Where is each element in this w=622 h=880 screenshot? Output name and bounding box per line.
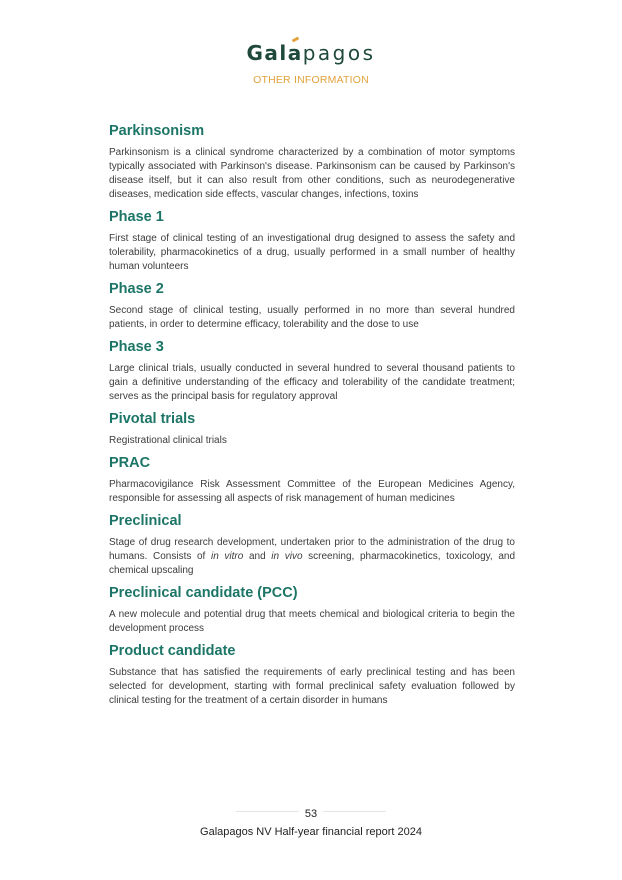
galapagos-logo <box>0 40 622 66</box>
logo-text-bold: Gala <box>246 41 303 65</box>
term-definition: Substance that has satisfied the requirements of early preclinical testing and has been selected for development, starting with formal preclinical safety evaluation followed by clinical testing for the treatment of a certain disorder in humans <box>109 667 515 706</box>
report-title: Galapagos NV Half-year financial report 2024 <box>200 826 422 838</box>
term-definition: Pharmacovigilance Risk Assessment Committee of the European Medicines Agency, responsible for assessing all aspects of risk management of human medicines <box>109 479 515 504</box>
page-header <box>0 40 622 86</box>
term-definition <box>109 536 515 578</box>
term-definition: Registrational clinical trials <box>109 435 227 446</box>
term-definition: Parkinsonism is a clinical syndrome characterized by a combination of motor symptoms typically associated with Parkinson's disease. Parkinsonism can be caused by Parkinson's disease itself, but it can also result from other conditions, such as neurodegenerative diseases, medication side effects, vascular changes, infections, toxins <box>109 147 515 200</box>
term-definition: First stage of clinical testing of an investigational drug designed to assess the safety and tolerability, pharmacokinetics of a drug, usually performed in a small number of healthy human volunteers <box>109 233 515 272</box>
term-heading: PRAC <box>109 455 151 471</box>
term-heading: Phase 3 <box>109 339 164 355</box>
term-definition: Large clinical trials, usually conducted in several hundred to several thousand patients to gain a definitive understanding of the efficacy and tolerability of the candidate treatment; serves as the principal basis for regulatory approval <box>109 363 515 402</box>
section-label: OTHER INFORMATION <box>253 74 369 86</box>
glossary-entry-parkinsonism <box>109 122 515 202</box>
glossary-entry-pcc <box>109 584 515 636</box>
term-heading: Phase 2 <box>109 281 164 297</box>
term-heading: Parkinsonism <box>109 123 205 139</box>
term-heading: Preclinical candidate (PCC) <box>109 585 298 601</box>
definition-text: Stage of drug research development, undertaken prior to the administration of the drug to humans. Consists of <box>109 537 515 562</box>
term-heading: Preclinical <box>109 513 182 529</box>
glossary-entry-pivotal-trials <box>109 410 515 448</box>
glossary-entry-phase-2 <box>109 280 515 332</box>
glossary-entry-phase-3 <box>109 338 515 404</box>
page-number: 53 <box>299 808 323 820</box>
definition-italic-in-vitro: in vitro <box>210 551 244 562</box>
term-heading: Product candidate <box>109 643 236 659</box>
page-footer <box>0 804 622 838</box>
glossary-list <box>109 122 515 714</box>
term-definition: A new molecule and potential drug that meets chemical and biological criteria to begin the development process <box>109 609 515 634</box>
definition-text: screening, pharmacokinetics, toxicology, and chemical upscaling <box>109 551 516 576</box>
logo-text-light: pagos <box>302 41 376 65</box>
glossary-entry-preclinical <box>109 512 515 578</box>
glossary-entry-phase-1 <box>109 208 515 274</box>
glossary-entry-prac <box>109 454 515 506</box>
glossary-entry-product-candidate <box>109 642 515 708</box>
term-heading: Phase 1 <box>109 209 164 225</box>
logo-accent-a: a <box>287 41 303 65</box>
term-heading: Pivotal trials <box>109 411 196 427</box>
definition-text: and <box>243 551 272 562</box>
term-definition: Second stage of clinical testing, usually performed in no more than several hundred patients, in order to determine efficacy, tolerability and the dose to use <box>109 305 515 330</box>
definition-italic-in-vivo: in vivo <box>271 551 303 562</box>
